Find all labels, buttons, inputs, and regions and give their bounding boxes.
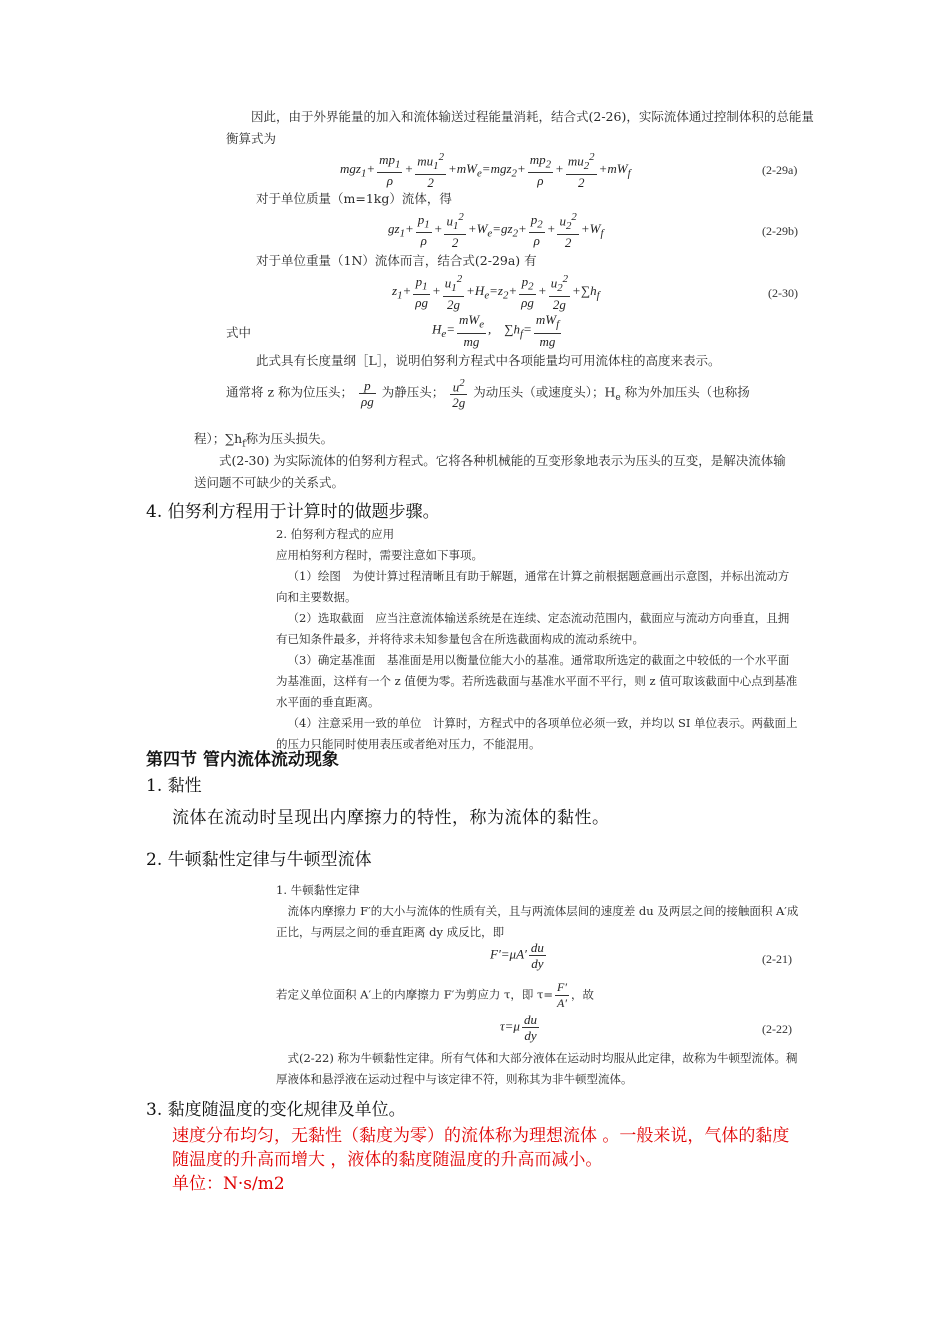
- equation-number-2-29b: (2-29b): [762, 224, 798, 238]
- item-2-heading: 2. 牛顿黏性定律与牛顿型流体: [146, 850, 372, 870]
- equation-number-2-21: (2-21): [762, 952, 792, 966]
- shear-stress-b: ，故: [570, 987, 594, 1002]
- equation-2-29b: $gz_1+$ $\frac{p_1}{\rho}$ + $\frac{u_1^2}{2}$ $+W_e=gz_2+$ $\frac{p_2}{\rho}$ + $\frac{u_2^2}{2}$ $+W_f$: [388, 211, 604, 250]
- equation-number-2-30: (2-30): [768, 286, 798, 300]
- head-loss-text: 程）；$\sum h_f$称为压头损失。: [194, 431, 334, 450]
- application-title: 2. 伯努利方程式的应用: [276, 527, 395, 541]
- shear-stress-text: [276, 980, 594, 1011]
- shear-stress-a: 若定义单位面积 A′上的内摩擦力 F′为剪应力 τ，即 τ=: [276, 987, 553, 1002]
- newton-para-1: 流体内摩擦力 F′的大小与流体的性质有关，且与两流体层间的速度差 du 及两层之间的接触面积 A′成正比，与两层之间的垂直距离 dy 成反比，即: [276, 904, 799, 939]
- application-step-4: （4）注意采用一致的单位 计算时，方程式中的各项单位必须一致，并均以 SI 单位表示。两截面上的压力只能同时使用表压或者绝对压力，不能混用。: [276, 716, 798, 751]
- equation-number-2-29a: (2-29a): [762, 163, 798, 177]
- scan-block-newton: [276, 880, 800, 943]
- head-def-b: 为静压头；: [381, 384, 445, 400]
- shizhong-label: 式中: [226, 325, 252, 340]
- equation-2-30: $z_1+$ $\frac{p_1}{\rho g}$ + $\frac{u_1^2}{2g}$ $+H_e=z_2+$ $\frac{p_2}{\rho g}$ + $\frac{u_2^2}{2g}$ $+\sum h_f$: [392, 273, 600, 312]
- bernoulli-summary: 式(2-30) 为实际流体的伯努利方程式。它将各种机械能的互变形象地表示为压头的互变，是解决流体输送问题不可缺少的关系式。: [194, 453, 786, 490]
- scan-block-application: [276, 524, 800, 755]
- equation-number-2-22: (2-22): [762, 1022, 792, 1036]
- item-1-heading: 1. 黏性: [146, 776, 202, 796]
- equation-he-hf: $H_e=$ $\frac{mW_e}{mg}$ , $\sum h_f=$ $\frac{mW_f}{mg}$: [432, 312, 560, 349]
- equation-2-21: F′=μA′ $\frac{du}{dy}$: [490, 940, 544, 971]
- viscosity-definition: 流体在流动时呈现出内摩擦力的特性，称为流体的黏性。: [172, 808, 610, 828]
- equation-2-22: τ=μ $\frac{du}{dy}$: [500, 1012, 537, 1043]
- head-loss-a: 程）；∑h: [194, 431, 243, 446]
- newton-para-3: 式(2-22) 称为牛顿黏性定律。所有气体和大部分液体在运动时均服从此定律，故称为牛顿型流体。稠厚液体和悬浮液在运动过程中与该定律不符，则称其为非牛顿型流体。: [276, 1051, 798, 1086]
- shear-stress-fraction: $\frac{F'}{A'}$: [557, 980, 567, 1010]
- section-4-title: 第四节 管内流体流动现象: [146, 750, 339, 770]
- head-def-a: 通常将 z 称为位压头；: [226, 384, 354, 400]
- head-definitions: 通常将 z 称为位压头； $\frac{p}{\rho g}$ 为静压头； $\frac{u^2}{2g}$ 为动压头（或速度头）；$H_e$ 称为外加压头（也称扬: [226, 377, 750, 411]
- scan-block-energy-balance: [226, 106, 816, 150]
- viscosity-unit: 单位：N·s/m2: [172, 1174, 285, 1194]
- dynamic-head-fraction: $\frac{u^2}{2g}$: [452, 377, 466, 411]
- dimension-text: 此式具有长度量纲［L］，说明伯努利方程式中各项能量均可用流体柱的高度来表示。: [256, 353, 721, 368]
- application-step-3: （3）确定基准面 基准面是用以衡量位能大小的基准。通常取所选定的截面之中较低的一个水平面为基准面，这样有一个 z 值便为零。若所选截面与基准水平面不平行，则 z 值可取该截面中心点到基准水平面的垂直距离。: [276, 653, 798, 709]
- application-lead: 应用柏努利方程时，需要注意如下事项。: [276, 548, 483, 562]
- item-3-heading: 3. 黏度随温度的变化规律及单位。: [146, 1100, 406, 1120]
- static-head-fraction: $\frac{p}{\rho g}$: [361, 377, 374, 409]
- unit-weight-text: 对于单位重量（1N）流体而言，结合式(2-29a) 有: [256, 253, 537, 268]
- head-def-c: 为动压头（或速度头）；H: [473, 384, 616, 400]
- ideal-fluid-note: 速度分布均匀，无黏性（黏度为零）的流体称为理想流体 。一般来说，气体的黏度随温度的升高而增大 ，液体的黏度随温度的升高而减小。: [172, 1126, 790, 1170]
- unit-mass-text: 对于单位质量（m=1kg）流体，得: [256, 191, 452, 206]
- head-def-d: 称为外加压头（也称扬: [624, 384, 750, 400]
- equation-2-29a: mgz$_1$+ $\frac{mp_1}{\rho}$ + $\frac{mu_1^2}{2}$ $+mW_e=mgz_2+$ $\frac{mp_2}{\rho}$ + $\frac{mu_2^2}{2}$ $+mW_f$: [340, 151, 631, 190]
- head-loss-b: 称为压头损失。: [245, 431, 334, 446]
- application-step-2: （2）选取截面 应当注意流体输送系统是在连续、定态流动范围内，截面应与流动方向垂直，且拥有已知条件最多，并将待求未知参量包含在所选截面构成的流动系统中。: [276, 611, 790, 646]
- application-step-1: （1）绘图 为使计算过程清晰且有助于解题，通常在计算之前根据题意画出示意图，并标出流动方向和主要数据。: [276, 569, 790, 604]
- newton-title: 1. 牛顿黏性定律: [276, 883, 360, 897]
- item-4-heading: 4. 伯努利方程用于计算时的做题步骤。: [146, 502, 440, 522]
- intro-text: 因此，由于外界能量的加入和流体输送过程能量消耗，结合式(2-26)，实际流体通过控制体积的总能量衡算式为: [226, 109, 814, 146]
